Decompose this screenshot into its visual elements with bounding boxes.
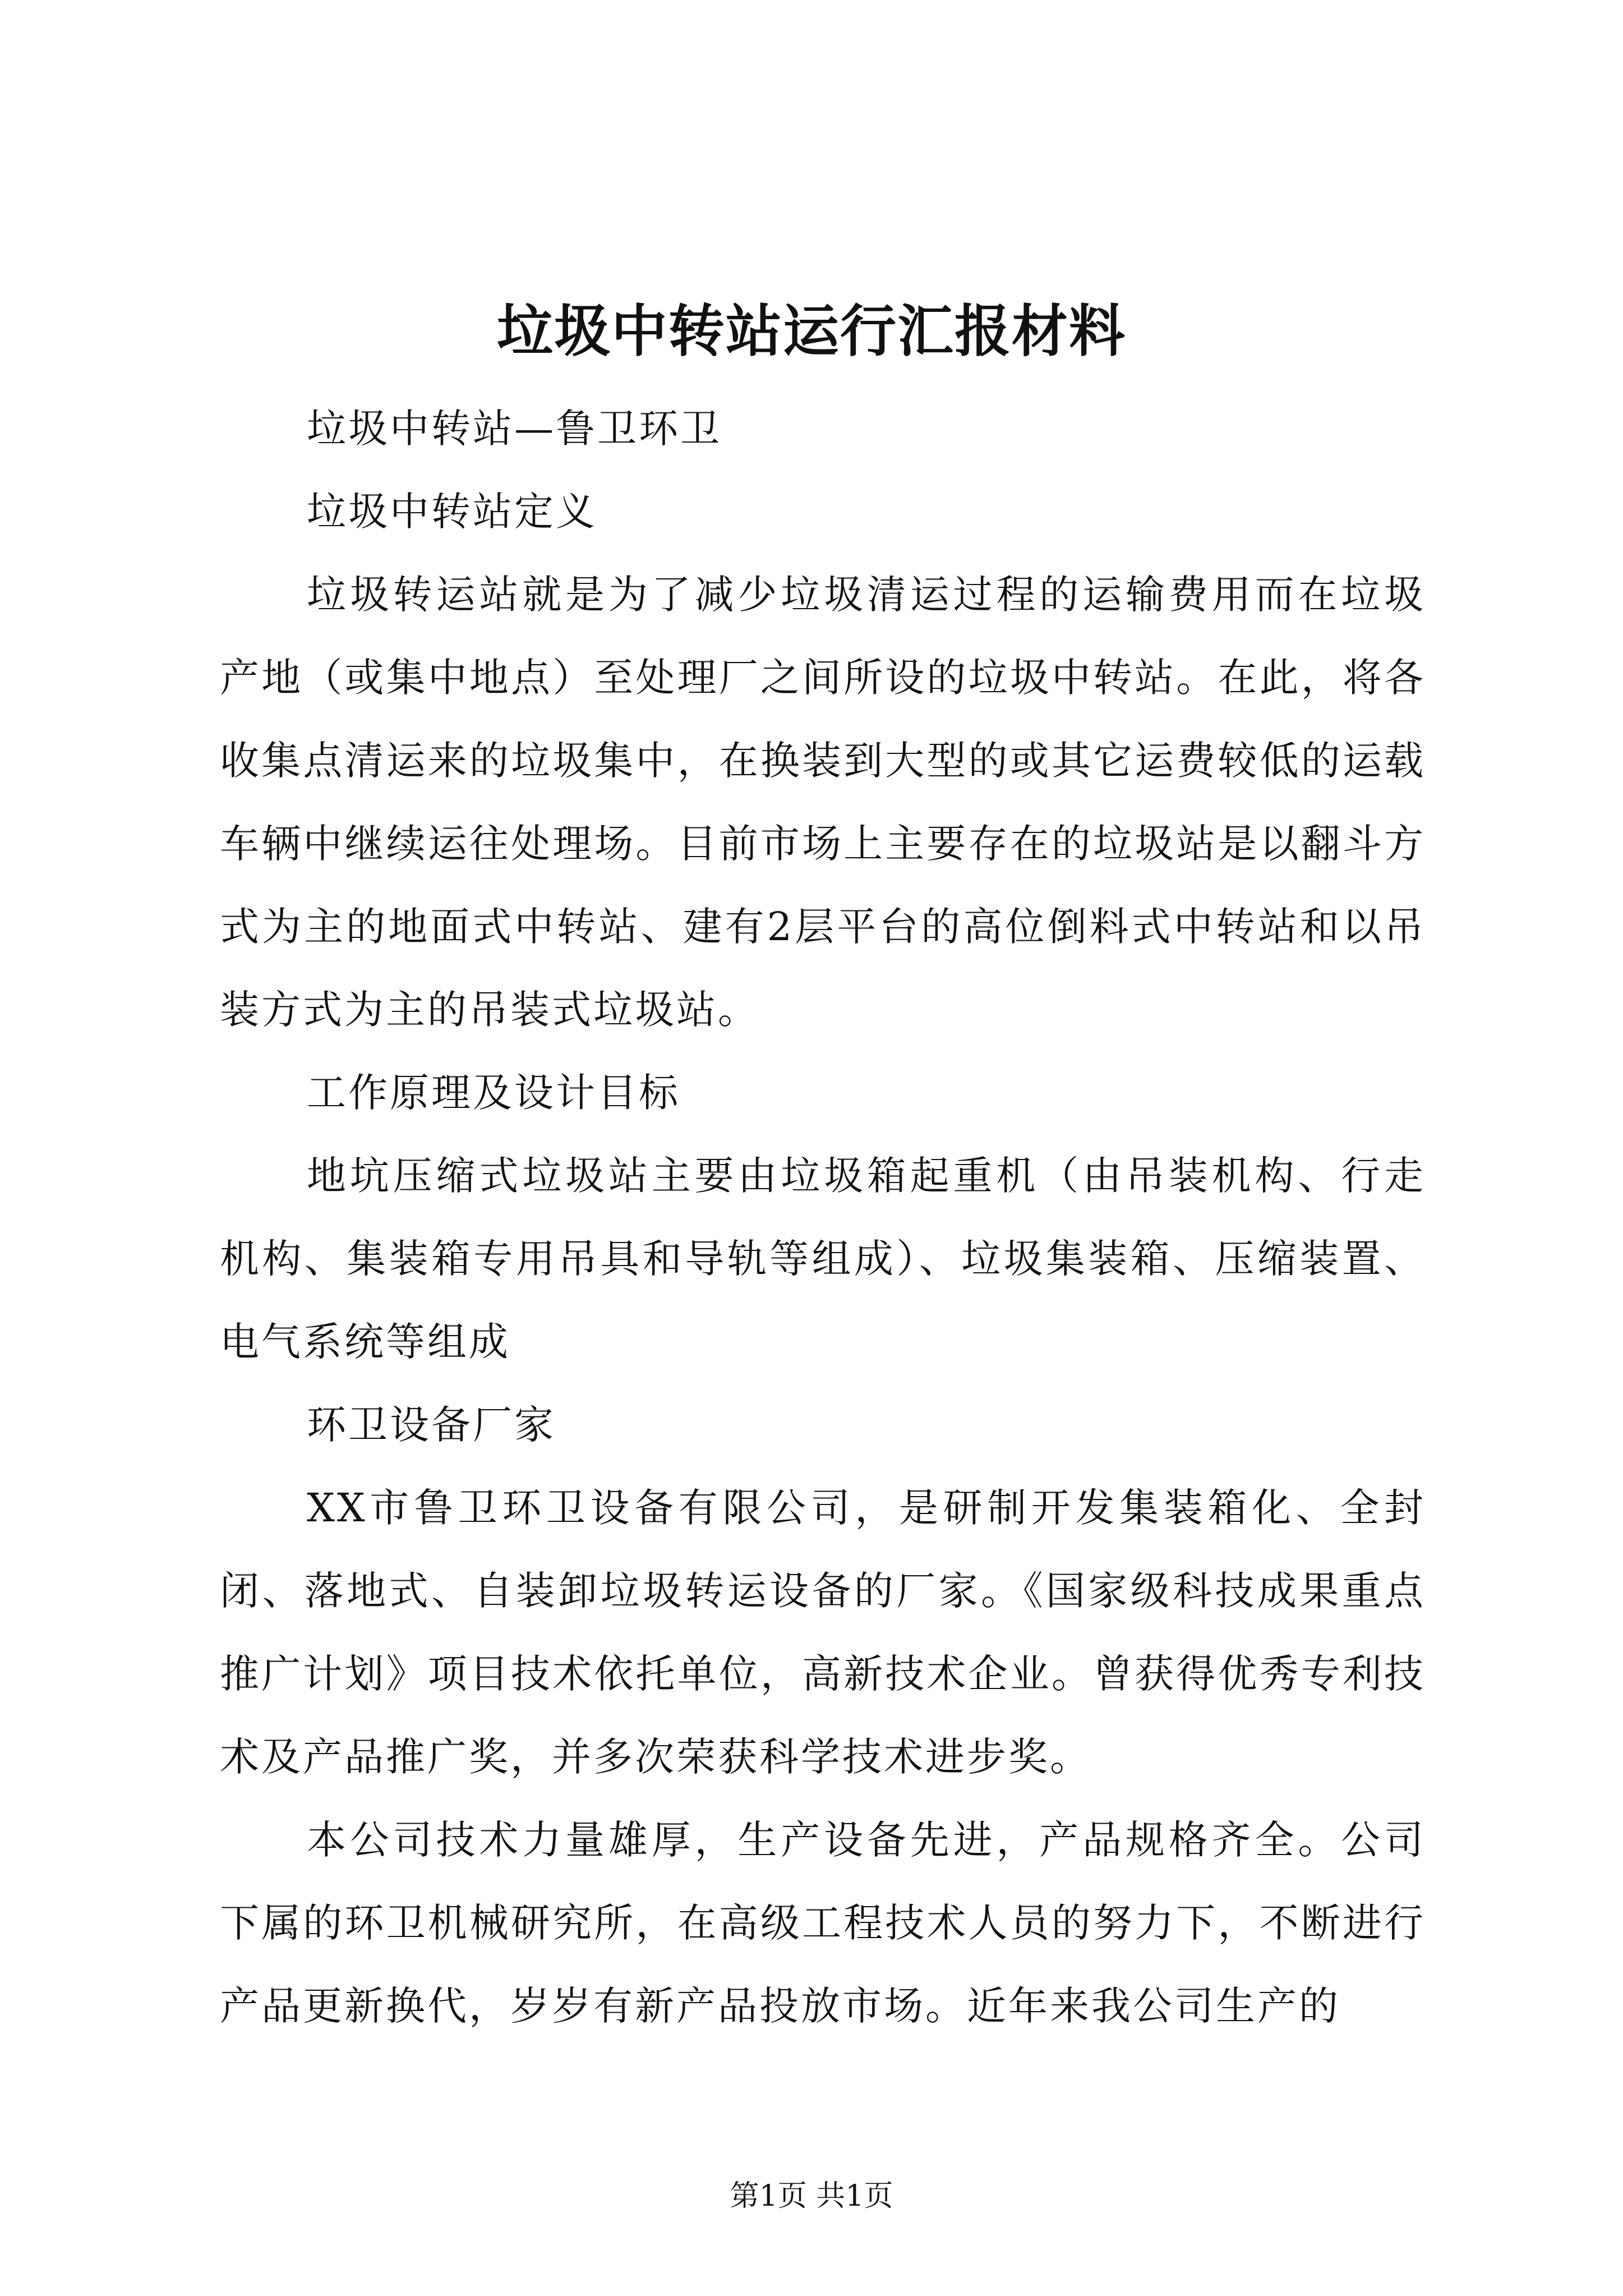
section-heading-definition: 垃圾中转站定义 — [307, 489, 597, 535]
paragraph-company-strength: 本公司技术力量雄厚，生产设备先进，产品规格齐全。公司下属的环卫机械研究所，在高级工程技术人员的努力下，不断进行产品更新换代，岁岁有新产品投放市场。近年来我公司生产的 — [220, 1817, 1426, 2029]
section-heading-principle: 工作原理及设计目标 — [307, 1070, 680, 1116]
paragraph-principle: 地坑压缩式垃圾站主要由垃圾箱起重机（由吊装机构、行走机构、集装箱专用吊具和导轨等组成）、垃圾集装箱、压缩装置、电气系统等组成 — [220, 1153, 1426, 1365]
paragraph-definition: 垃圾转运站就是为了减少垃圾清运过程的运输费用而在垃圾产地（或集中地点）至处理厂之间所设的垃圾中转站。在此，将各收集点清运来的垃圾集中，在换装到大型的或其它运费较低的运载车辆中继续运往处理场。目前市场上主要存在的垃圾站是以翻斗方式为主的地面式中转站、建有2层平台的高位倒料式中转站和以吊装方式为主的吊装式垃圾站。 — [220, 572, 1426, 1033]
document-body — [220, 387, 1426, 2047]
section-heading-manufacturer: 环卫设备厂家 — [307, 1402, 556, 1448]
document-title: 垃圾中转站运行汇报材料 — [497, 298, 1126, 364]
paragraph-subtitle: 垃圾中转站—鲁卫环卫 — [307, 406, 722, 452]
page-footer: 第1页 共1页 — [730, 2179, 893, 2213]
paragraph-company-intro: XX市鲁卫环卫设备有限公司，是研制开发集装箱化、全封闭、落地式、自装卸垃圾转运设备的厂家。《国家级科技成果重点推广计划》项目技术依托单位，高新技术企业。曾获得优秀专利技术及产品推广奖，并多次荣获科学技术进步奖。 — [220, 1485, 1426, 1780]
